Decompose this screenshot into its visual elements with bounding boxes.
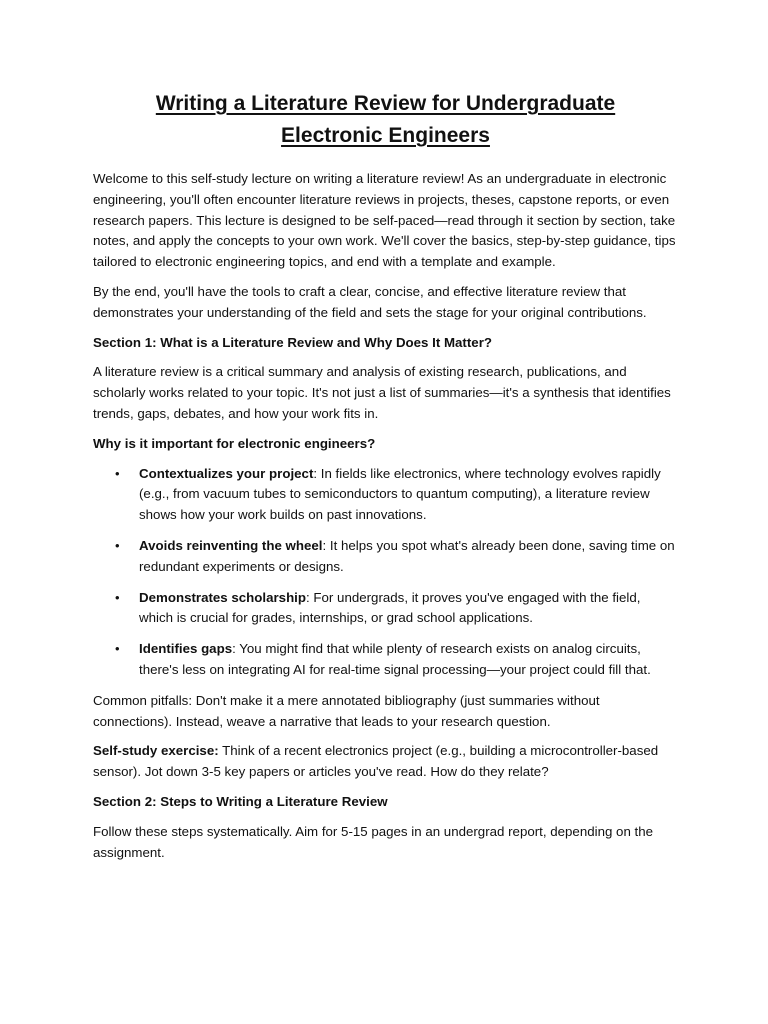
document-page — [93, 88, 678, 872]
title-line-1: Writing a Literature Review for Undergraduate — [155, 92, 616, 115]
bullet-text: : It helps you spot what's already been done, saving time on redundant experiments or designs. — [139, 537, 675, 574]
bullet-term: Demonstrates scholarship — [139, 589, 307, 605]
bullet-term: Contextualizes your project — [139, 465, 314, 481]
bullet-item — [93, 639, 678, 681]
bullet-icon: • — [115, 465, 120, 481]
exercise-label: Self-study exercise: — [93, 743, 219, 759]
exercise-text: Think of a recent electronics project (e.g., building a microcontroller-based sensor). Jot down 3-5 key papers or articles you've read. How do they relate? — [93, 743, 659, 780]
section-2-heading: Section 2: Steps to Writing a Literature Review — [93, 793, 388, 809]
section-1-heading: Section 1: What is a Literature Review and Why Does It Matter? — [93, 334, 492, 350]
bullet-text: : In fields like electronics, where technology evolves rapidly (e.g., from vacuum tubes to semiconductors to quantum computing), a literature review shows how your work builds on past innovations. — [139, 465, 661, 523]
bullet-item — [93, 588, 678, 630]
document-title — [93, 88, 678, 152]
bullet-icon: • — [115, 589, 120, 605]
bullet-icon: • — [115, 641, 120, 657]
bullet-item — [93, 536, 678, 578]
section-1-paragraph: A literature review is a critical summary and analysis of existing research, publications, and scholarly works related to your topic. It's not just a list of summaries—it's a synthesis that identifies trends, gaps, debates, and how your work fits in. — [93, 364, 671, 421]
pitfalls-paragraph: Common pitfalls: Don't make it a mere annotated bibliography (just summaries without connections). Instead, weave a narrative that leads to your research question. — [93, 692, 600, 729]
bullet-icon: • — [115, 537, 120, 553]
bullet-item — [93, 464, 678, 526]
intro-paragraph-2: By the end, you'll have the tools to craft a clear, concise, and effective literature review that demonstrates your understanding of the field and sets the stage for your original contributions. — [93, 283, 647, 320]
section-1-subheading: Why is it important for electronic engineers? — [93, 435, 376, 451]
importance-bullet-list — [93, 464, 678, 681]
bullet-term: Avoids reinventing the wheel — [139, 537, 323, 553]
bullet-text: : You might find that while plenty of research exists on analog circuits, there's less on integrating AI for real-time signal processing—your project could fill that. — [139, 641, 651, 677]
bullet-text: : For undergrads, it proves you've engaged with the field, which is crucial for grades, internships, or grad school applications. — [139, 589, 641, 626]
exercise-paragraph — [93, 741, 678, 783]
intro-paragraph-1: Welcome to this self-study lecture on writing a literature review! As an undergraduate in electronic engineering, you'll often encounter literature reviews in projects, theses, capstone reports, or even research papers. This lecture is designed to be self-paced—read through it section by section, take notes, and apply the concepts to your own work. We'll cover the basics, step-by-step guidance, tips tailored to electronic engineering topics, and end with a template and example. — [93, 171, 676, 270]
section-2-paragraph: Follow these steps systematically. Aim for 5-15 pages in an undergrad report, depending on the assignment. — [93, 823, 654, 860]
title-line-2: Electronic Engineers — [281, 124, 490, 147]
bullet-term: Identifies gaps — [139, 641, 233, 657]
